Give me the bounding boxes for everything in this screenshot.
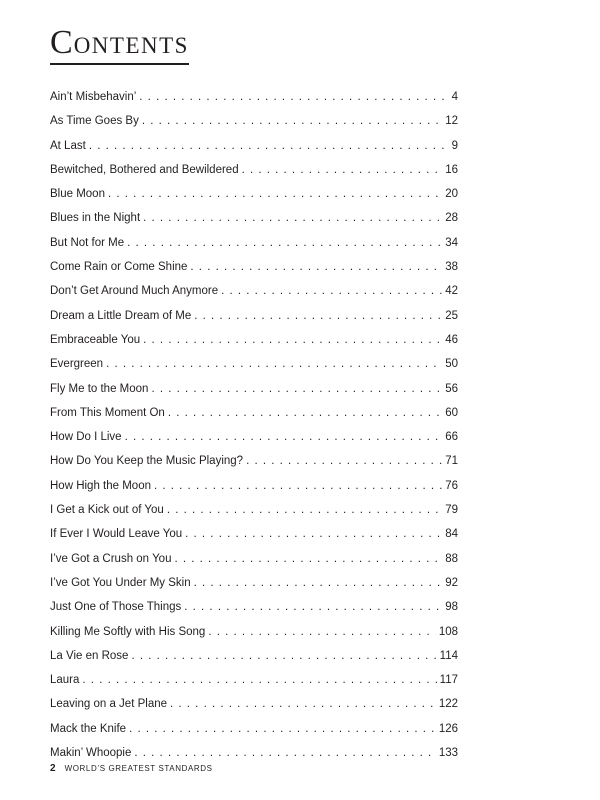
dot-leader [139, 91, 448, 103]
toc-row [50, 358, 458, 382]
toc-entry-page: 76 [445, 479, 458, 492]
toc-row [50, 698, 458, 722]
toc-row [50, 407, 458, 431]
toc-row [50, 480, 458, 504]
dot-leader [184, 601, 442, 613]
toc-row [50, 310, 458, 334]
toc-row [50, 504, 458, 528]
dot-leader [208, 626, 436, 638]
toc-entry-title: At Last [50, 139, 86, 152]
toc-row [50, 91, 458, 115]
toc-row [50, 577, 458, 601]
toc-entry-title: Fly Me to the Moon [50, 382, 149, 395]
toc-row [50, 164, 458, 188]
toc-entry-title: Mack the Knife [50, 722, 127, 735]
dot-leader [106, 358, 442, 370]
page-title [50, 26, 189, 65]
toc-entry-title: Killing Me Softly with His Song [50, 625, 206, 638]
dot-leader [142, 115, 442, 127]
toc-entry-title: Ain’t Misbehavin’ [50, 91, 137, 103]
dot-leader [174, 553, 442, 565]
toc-entry-title: I’ve Got a Crush on You [50, 552, 172, 565]
toc-entry-title: Blue Moon [50, 188, 105, 201]
page-footer [50, 763, 213, 774]
toc-row [50, 528, 458, 552]
toc-row [50, 674, 458, 698]
toc-entry-page: 92 [445, 576, 458, 589]
dot-leader [170, 698, 436, 710]
toc-entry-page: 60 [445, 406, 458, 419]
dot-leader [89, 140, 449, 152]
toc-row [50, 285, 458, 309]
toc-entry-title: Just One of Those Things [50, 601, 182, 614]
toc-entry-page: 133 [438, 747, 458, 760]
footer-page-number: 2 [50, 763, 56, 774]
toc-entry-title: As Time Goes By [50, 115, 139, 128]
dot-leader [168, 407, 442, 419]
dot-leader [242, 164, 443, 176]
toc-row [50, 334, 458, 358]
dot-leader [82, 674, 436, 686]
toc-entry-title: I Get a Kick out of You [50, 504, 164, 517]
toc-entry-page: 42 [445, 285, 458, 298]
toc-entry-page: 50 [445, 358, 458, 371]
toc-entry-title: Leaving on a Jet Plane [50, 698, 168, 711]
toc-entry-title: How Do I Live [50, 431, 122, 444]
toc-entry-page: 12 [445, 115, 458, 128]
toc-row [50, 237, 458, 261]
toc-entry-title: La Vie en Rose [50, 649, 129, 662]
toc-entry-page: 122 [438, 698, 458, 711]
dot-leader [246, 455, 442, 467]
toc-row [50, 601, 458, 625]
toc-row [50, 140, 458, 164]
toc-entry-page: 98 [445, 601, 458, 614]
toc-entry-title: Come Rain or Come Shine [50, 261, 188, 274]
toc-row [50, 261, 458, 285]
toc-entry-page: 25 [445, 309, 458, 322]
toc-row [50, 212, 458, 236]
dot-leader [151, 383, 442, 395]
toc-entry-page: 28 [445, 212, 458, 225]
dot-leader [143, 334, 442, 346]
toc-entry-page: 4 [451, 91, 458, 103]
toc-entry-page: 38 [445, 261, 458, 274]
toc-row [50, 383, 458, 407]
toc-entry-page: 71 [445, 455, 458, 468]
page-title-rest: ONTENTS [73, 33, 189, 58]
toc-entry-page: 114 [439, 649, 458, 662]
toc-row [50, 188, 458, 212]
page-title-initial: C [50, 24, 74, 61]
toc-entry-page: 117 [439, 674, 458, 687]
dot-leader [190, 261, 442, 273]
toc-entry-page: 20 [445, 188, 458, 201]
toc-entry-page: 84 [445, 528, 458, 541]
dot-leader [194, 310, 442, 322]
toc-entry-page: 66 [445, 431, 458, 444]
toc-entry-page: 79 [445, 504, 458, 517]
toc-entry-page: 108 [438, 625, 458, 638]
toc-entry-title: I’ve Got You Under My Skin [50, 576, 191, 589]
toc-entry-page: 16 [445, 163, 458, 176]
dot-leader [221, 285, 442, 297]
toc-entry-title: How Do You Keep the Music Playing? [50, 455, 244, 468]
footer-book-title: WORLD’S GREATEST STANDARDS [64, 764, 213, 773]
toc-entry-title: Bewitched, Bothered and Bewildered [50, 163, 239, 176]
toc-entry-title: Embraceable You [50, 333, 141, 346]
dot-leader [108, 188, 442, 200]
toc-row [50, 115, 458, 139]
toc-entry-page: 88 [445, 552, 458, 565]
toc-list [50, 91, 458, 771]
toc-entry-title: Makin’ Whoopie [50, 747, 132, 760]
toc-row [50, 650, 458, 674]
toc-entry-title: How High the Moon [50, 479, 151, 492]
dot-leader [131, 650, 436, 662]
toc-entry-title: Dream a Little Dream of Me [50, 309, 192, 322]
toc-entry-page: 56 [445, 382, 458, 395]
dot-leader [125, 431, 443, 443]
dot-leader [129, 723, 436, 735]
toc-row [50, 723, 458, 747]
dot-leader [134, 747, 435, 759]
toc-row [50, 431, 458, 455]
toc-entry-title: Evergreen [50, 358, 104, 371]
toc-entry-page: 126 [438, 722, 458, 735]
dot-leader [194, 577, 443, 589]
toc-entry-title: But Not for Me [50, 236, 125, 249]
toc-entry-title: Laura [50, 674, 80, 687]
toc-entry-page: 34 [445, 236, 458, 249]
toc-entry-page: 46 [445, 333, 458, 346]
toc-entry-title: From This Moment On [50, 406, 165, 419]
toc-entry-title: Don’t Get Around Much Anymore [50, 285, 219, 298]
toc-entry-title: Blues in the Night [50, 212, 141, 225]
dot-leader [167, 504, 442, 516]
toc-entry-title: If Ever I Would Leave You [50, 528, 183, 541]
toc-row [50, 553, 458, 577]
dot-leader [127, 237, 442, 249]
toc-row [50, 626, 458, 650]
dot-leader [154, 480, 442, 492]
dot-leader [143, 212, 442, 224]
toc-entry-page: 9 [451, 139, 458, 152]
toc-row [50, 455, 458, 479]
dot-leader [185, 528, 442, 540]
